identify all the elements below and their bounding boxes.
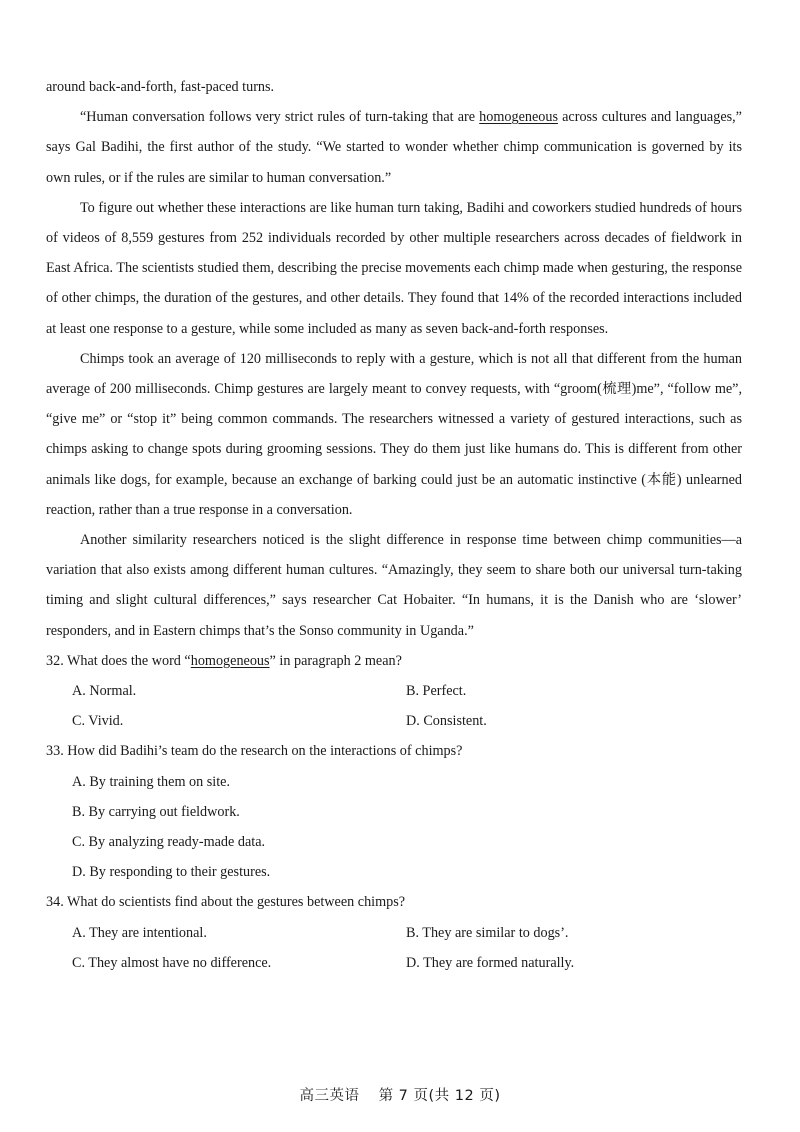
paragraph-continuation: around back-and-forth, fast-paced turns. <box>46 79 275 95</box>
footer-page-number: 第 7 页(共 12 页) <box>378 1088 501 1104</box>
option-d: D. By responding to their gestures. <box>72 864 271 881</box>
paragraph-2 <box>46 102 742 193</box>
option-d: D. Consistent. <box>406 713 487 730</box>
paragraph-3: To figure out whether these interactions are like human turn taking, Badihi and coworkers studied hundreds of hours of videos of 8,559 gestures from 252 individuals recorded by other multiple researchers across decades of fieldwork in East Africa. The scientists studied them, describing the precise movements each chimp made when gesturing, the response of other chimps, the duration of the gestures, and other details. They found that 14% of the recorded interactions included at least one response to a gesture, while some included as many as seven back-and-forth responses. <box>46 199 742 337</box>
question-32-text-end: ” in paragraph 2 mean? <box>269 652 402 669</box>
option-a: A. By training them on site. <box>72 773 231 790</box>
paragraph-4: Chimps took an average of 120 milliseconds to reply with a gesture, which is not all that different from the human average of 200 milliseconds. Chimp gestures are largely meant to convey requests, with “groom(梳理)me”, “follow me”, “give me” or “stop it” being common commands. The researchers witnessed a variety of gestured interactions, such as chimps asking to change spots during grooming sessions. They do them just like humans do. This is different from other animals like dogs, for example, because an exchange of barking could just be an automatic instinctive (本能) unlearned reaction, rather than a true response in a conversation. <box>46 350 742 518</box>
option-a: A. Normal. <box>72 683 137 700</box>
question-34: 34. What do scientists find about the gestures between chimps? <box>46 894 406 911</box>
question-33: 33. How did Badihi’s team do the research on the interactions of chimps? <box>46 743 463 760</box>
option-b: B. They are similar to dogs’. <box>406 924 569 941</box>
paragraph-2-text-end: across cultures and languages,” says Gal Badihi, the first author of the study. “We started to wonder whether chimp communication is governed by its own rules, or if the rules are similar to human conversation.” <box>46 109 742 186</box>
option-b: B. Perfect. <box>406 683 467 700</box>
option-d: D. They are formed naturally. <box>406 954 575 971</box>
question-33-options <box>46 767 742 888</box>
question-34-options <box>46 918 742 978</box>
paragraph-2-text-start: “Human conversation follows very strict rules of turn-taking that are <box>80 109 480 126</box>
exam-page <box>46 72 742 978</box>
option-a: A. They are intentional. <box>72 924 207 941</box>
paragraph-5: Another similarity researchers noticed is the slight difference in response time between chimp communities—a variation that also exists among different human cultures. “Amazingly, they seem to share both our universal turn-taking timing and slight cultural differences,” says researcher Cat Hobaiter. “In humans, it is the Danish who are ‘slower’ responders, and in Eastern chimps that’s the Sonso community in Uganda.” <box>46 532 742 639</box>
page-footer <box>0 1084 800 1105</box>
option-b: B. By carrying out fieldwork. <box>72 803 240 820</box>
option-c: C. Vivid. <box>72 713 124 730</box>
option-c: C. They almost have no difference. <box>72 954 272 971</box>
question-32-options <box>46 676 742 736</box>
footer-subject: 高三英语 <box>299 1088 360 1104</box>
option-c: C. By analyzing ready-made data. <box>72 834 266 851</box>
underlined-keyword: homogeneous <box>479 109 558 126</box>
question-32 <box>46 646 742 676</box>
question-32-text-start: 32. What does the word “ <box>46 652 191 669</box>
question-32-keyword: homogeneous <box>190 652 270 669</box>
